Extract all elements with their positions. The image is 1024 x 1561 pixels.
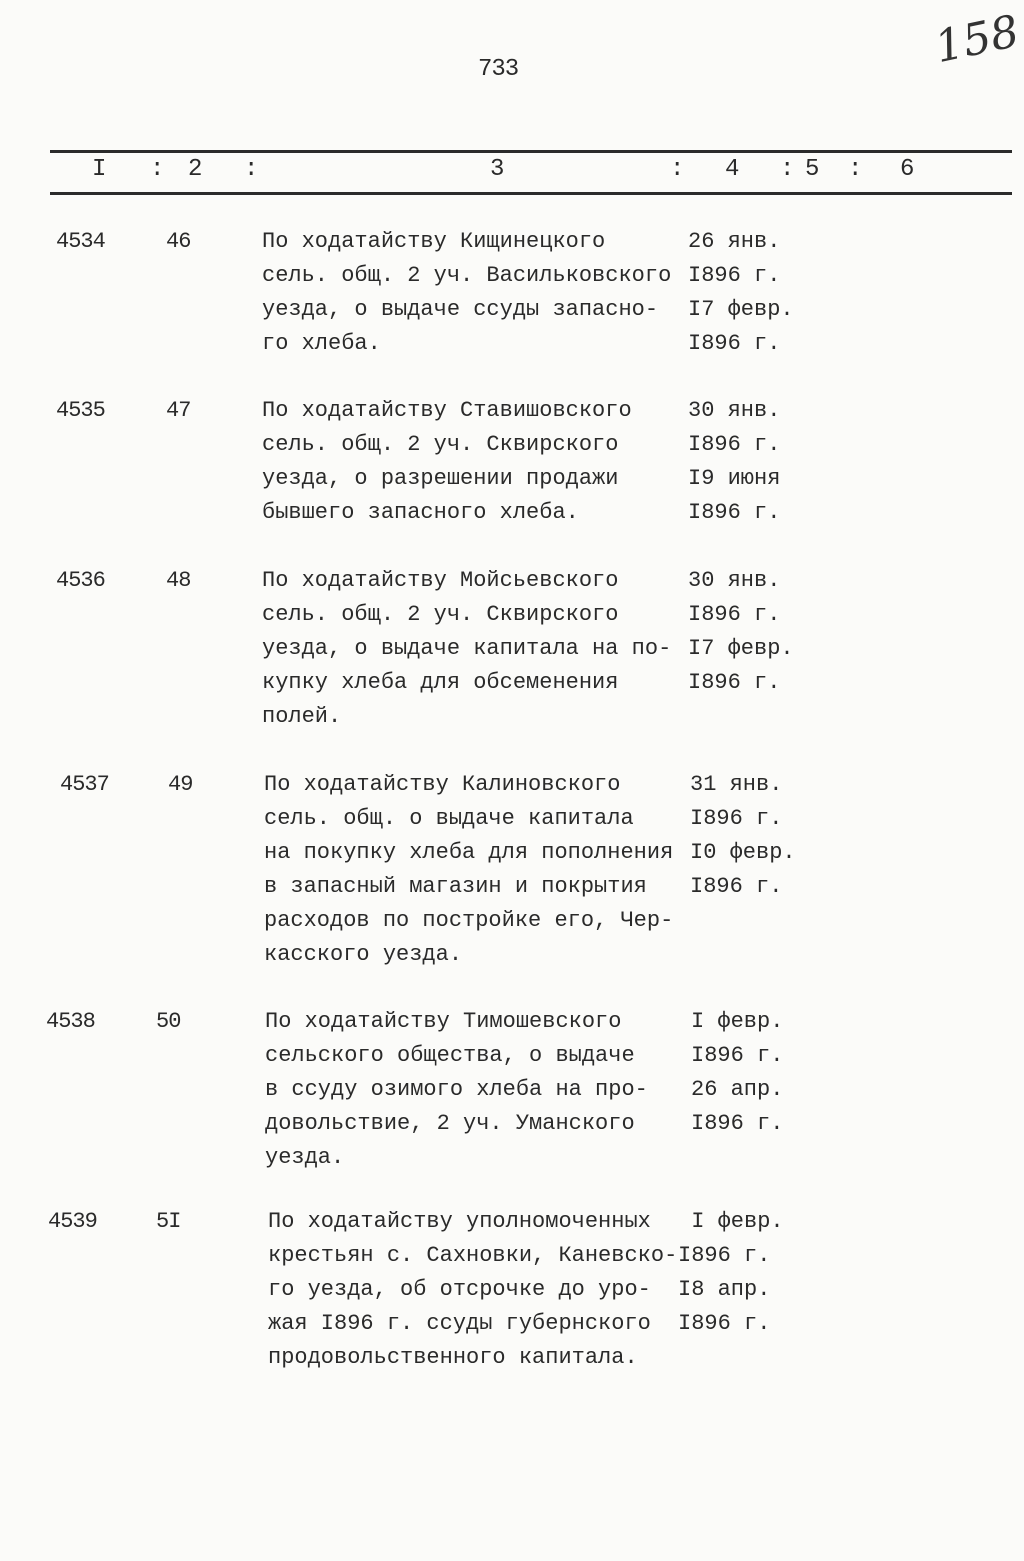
date-line: I896 г. <box>690 806 783 831</box>
description-line: По ходатайству Калиновского <box>264 772 621 797</box>
header-bottom-rule <box>50 192 1012 195</box>
date-line: I896 г. <box>688 263 781 288</box>
date-line: I896 г. <box>688 500 781 525</box>
entry-number: 5I <box>156 1209 181 1234</box>
description-line: уезда. <box>265 1145 345 1170</box>
date-line: I896 г. <box>688 331 781 356</box>
description-line: довольствие, 2 уч. Уманского <box>265 1111 635 1136</box>
date-line: I февр. <box>678 1209 784 1234</box>
description-line: на покупку хлеба для пополнения <box>264 840 674 865</box>
description-line: По ходатайству Кищинецкого <box>262 229 606 254</box>
description-line: уезда, о выдаче ссуды запасно- <box>262 297 659 322</box>
entry-dates <box>691 1005 783 1141</box>
description-line: По ходатайству уполномоченных <box>268 1209 651 1234</box>
entry-id: 4534 <box>56 229 105 254</box>
description-line: сель. общ. 2 уч. Васильковского <box>262 263 672 288</box>
entry-description <box>265 1005 648 1175</box>
description-line: в запасный магазин и покрытия <box>264 874 647 899</box>
column-header <box>0 156 1024 186</box>
entry-description <box>262 394 632 530</box>
description-line: уезда, о разрешении продажи <box>262 466 619 491</box>
col-1-header: I <box>92 156 107 183</box>
description-line: сель. общ. 2 уч. Сквирского <box>262 602 619 627</box>
col-separator: : <box>150 156 165 183</box>
entry-description <box>268 1205 677 1375</box>
description-line: касского уезда. <box>264 942 463 967</box>
description-line: го хлеба. <box>262 331 381 356</box>
header-top-rule <box>50 150 1012 153</box>
date-line: I896 г. <box>691 1043 784 1068</box>
col-6-header: 6 <box>900 156 915 183</box>
col-3-header: 3 <box>490 156 505 183</box>
date-line: I896 г. <box>691 1111 784 1136</box>
entry-number: 48 <box>166 568 191 593</box>
description-line: го уезда, об отсрочке до уро- <box>268 1277 651 1302</box>
col-separator: : <box>670 156 685 183</box>
description-line: бывшего запасного хлеба. <box>262 500 579 525</box>
description-line: По ходатайству Тимошевского <box>265 1009 622 1034</box>
entry-description <box>264 768 673 972</box>
entry-description <box>262 225 671 361</box>
date-line: I896 г. <box>688 670 781 695</box>
entry-number: 47 <box>166 398 191 423</box>
date-line: 30 янв. <box>688 398 781 423</box>
entry-number: 46 <box>166 229 191 254</box>
description-line: продовольственного капитала. <box>268 1345 638 1370</box>
entry-id: 4539 <box>48 1209 97 1234</box>
page-number: 733 <box>478 56 519 83</box>
description-line: расходов по постройке его, Чер- <box>264 908 674 933</box>
description-line: в ссуду озимого хлеба на про- <box>265 1077 648 1102</box>
col-2-header: 2 <box>188 156 203 183</box>
date-line: I7 февр. <box>688 636 794 661</box>
description-line: сель. общ. о выдаче капитала <box>264 806 634 831</box>
entry-dates <box>688 225 794 361</box>
description-line: По ходатайству Мойсьевского <box>262 568 619 593</box>
date-line: I0 февр. <box>690 840 796 865</box>
entry-dates <box>678 1205 784 1341</box>
entry-id: 4535 <box>56 398 105 423</box>
description-line: сель. общ. 2 уч. Сквирского <box>262 432 619 457</box>
description-line: полей. <box>262 704 342 729</box>
col-separator: : <box>780 156 795 183</box>
date-line: I896 г. <box>690 874 783 899</box>
entry-number: 49 <box>168 772 193 797</box>
entry-id: 4536 <box>56 568 105 593</box>
entry-number: 50 <box>156 1009 181 1034</box>
date-line: I896 г. <box>678 1311 771 1336</box>
description-line: купку хлеба для обсеменения <box>262 670 619 695</box>
description-line: крестьян с. Сахновки, Каневско- <box>268 1243 678 1268</box>
date-line: 26 янв. <box>688 229 781 254</box>
date-line: 26 апр. <box>691 1077 784 1102</box>
col-5-header: 5 <box>805 156 820 183</box>
description-line: По ходатайству Ставишовского <box>262 398 632 423</box>
description-line: сельского общества, о выдаче <box>265 1043 635 1068</box>
date-line: I9 июня <box>688 466 781 491</box>
handwritten-folio-number: 158 <box>930 5 1024 74</box>
date-line: I896 г. <box>688 432 781 457</box>
col-separator: : <box>848 156 863 183</box>
col-separator: : <box>244 156 259 183</box>
date-line: I896 г. <box>678 1243 771 1268</box>
date-line: I896 г. <box>688 602 781 627</box>
entry-id: 4538 <box>46 1009 95 1034</box>
date-line: I февр. <box>691 1009 784 1034</box>
date-line: I8 апр. <box>678 1277 771 1302</box>
entry-description <box>262 564 671 734</box>
entry-id: 4537 <box>60 772 109 797</box>
description-line: уезда, о выдаче капитала на по- <box>262 636 672 661</box>
date-line: 31 янв. <box>690 772 783 797</box>
entry-dates <box>688 564 794 700</box>
date-line: 30 янв. <box>688 568 781 593</box>
entry-dates <box>688 394 780 530</box>
entry-dates <box>690 768 796 904</box>
description-line: жая I896 г. ссуды губернского <box>268 1311 651 1336</box>
date-line: I7 февр. <box>688 297 794 322</box>
col-4-header: 4 <box>725 156 740 183</box>
